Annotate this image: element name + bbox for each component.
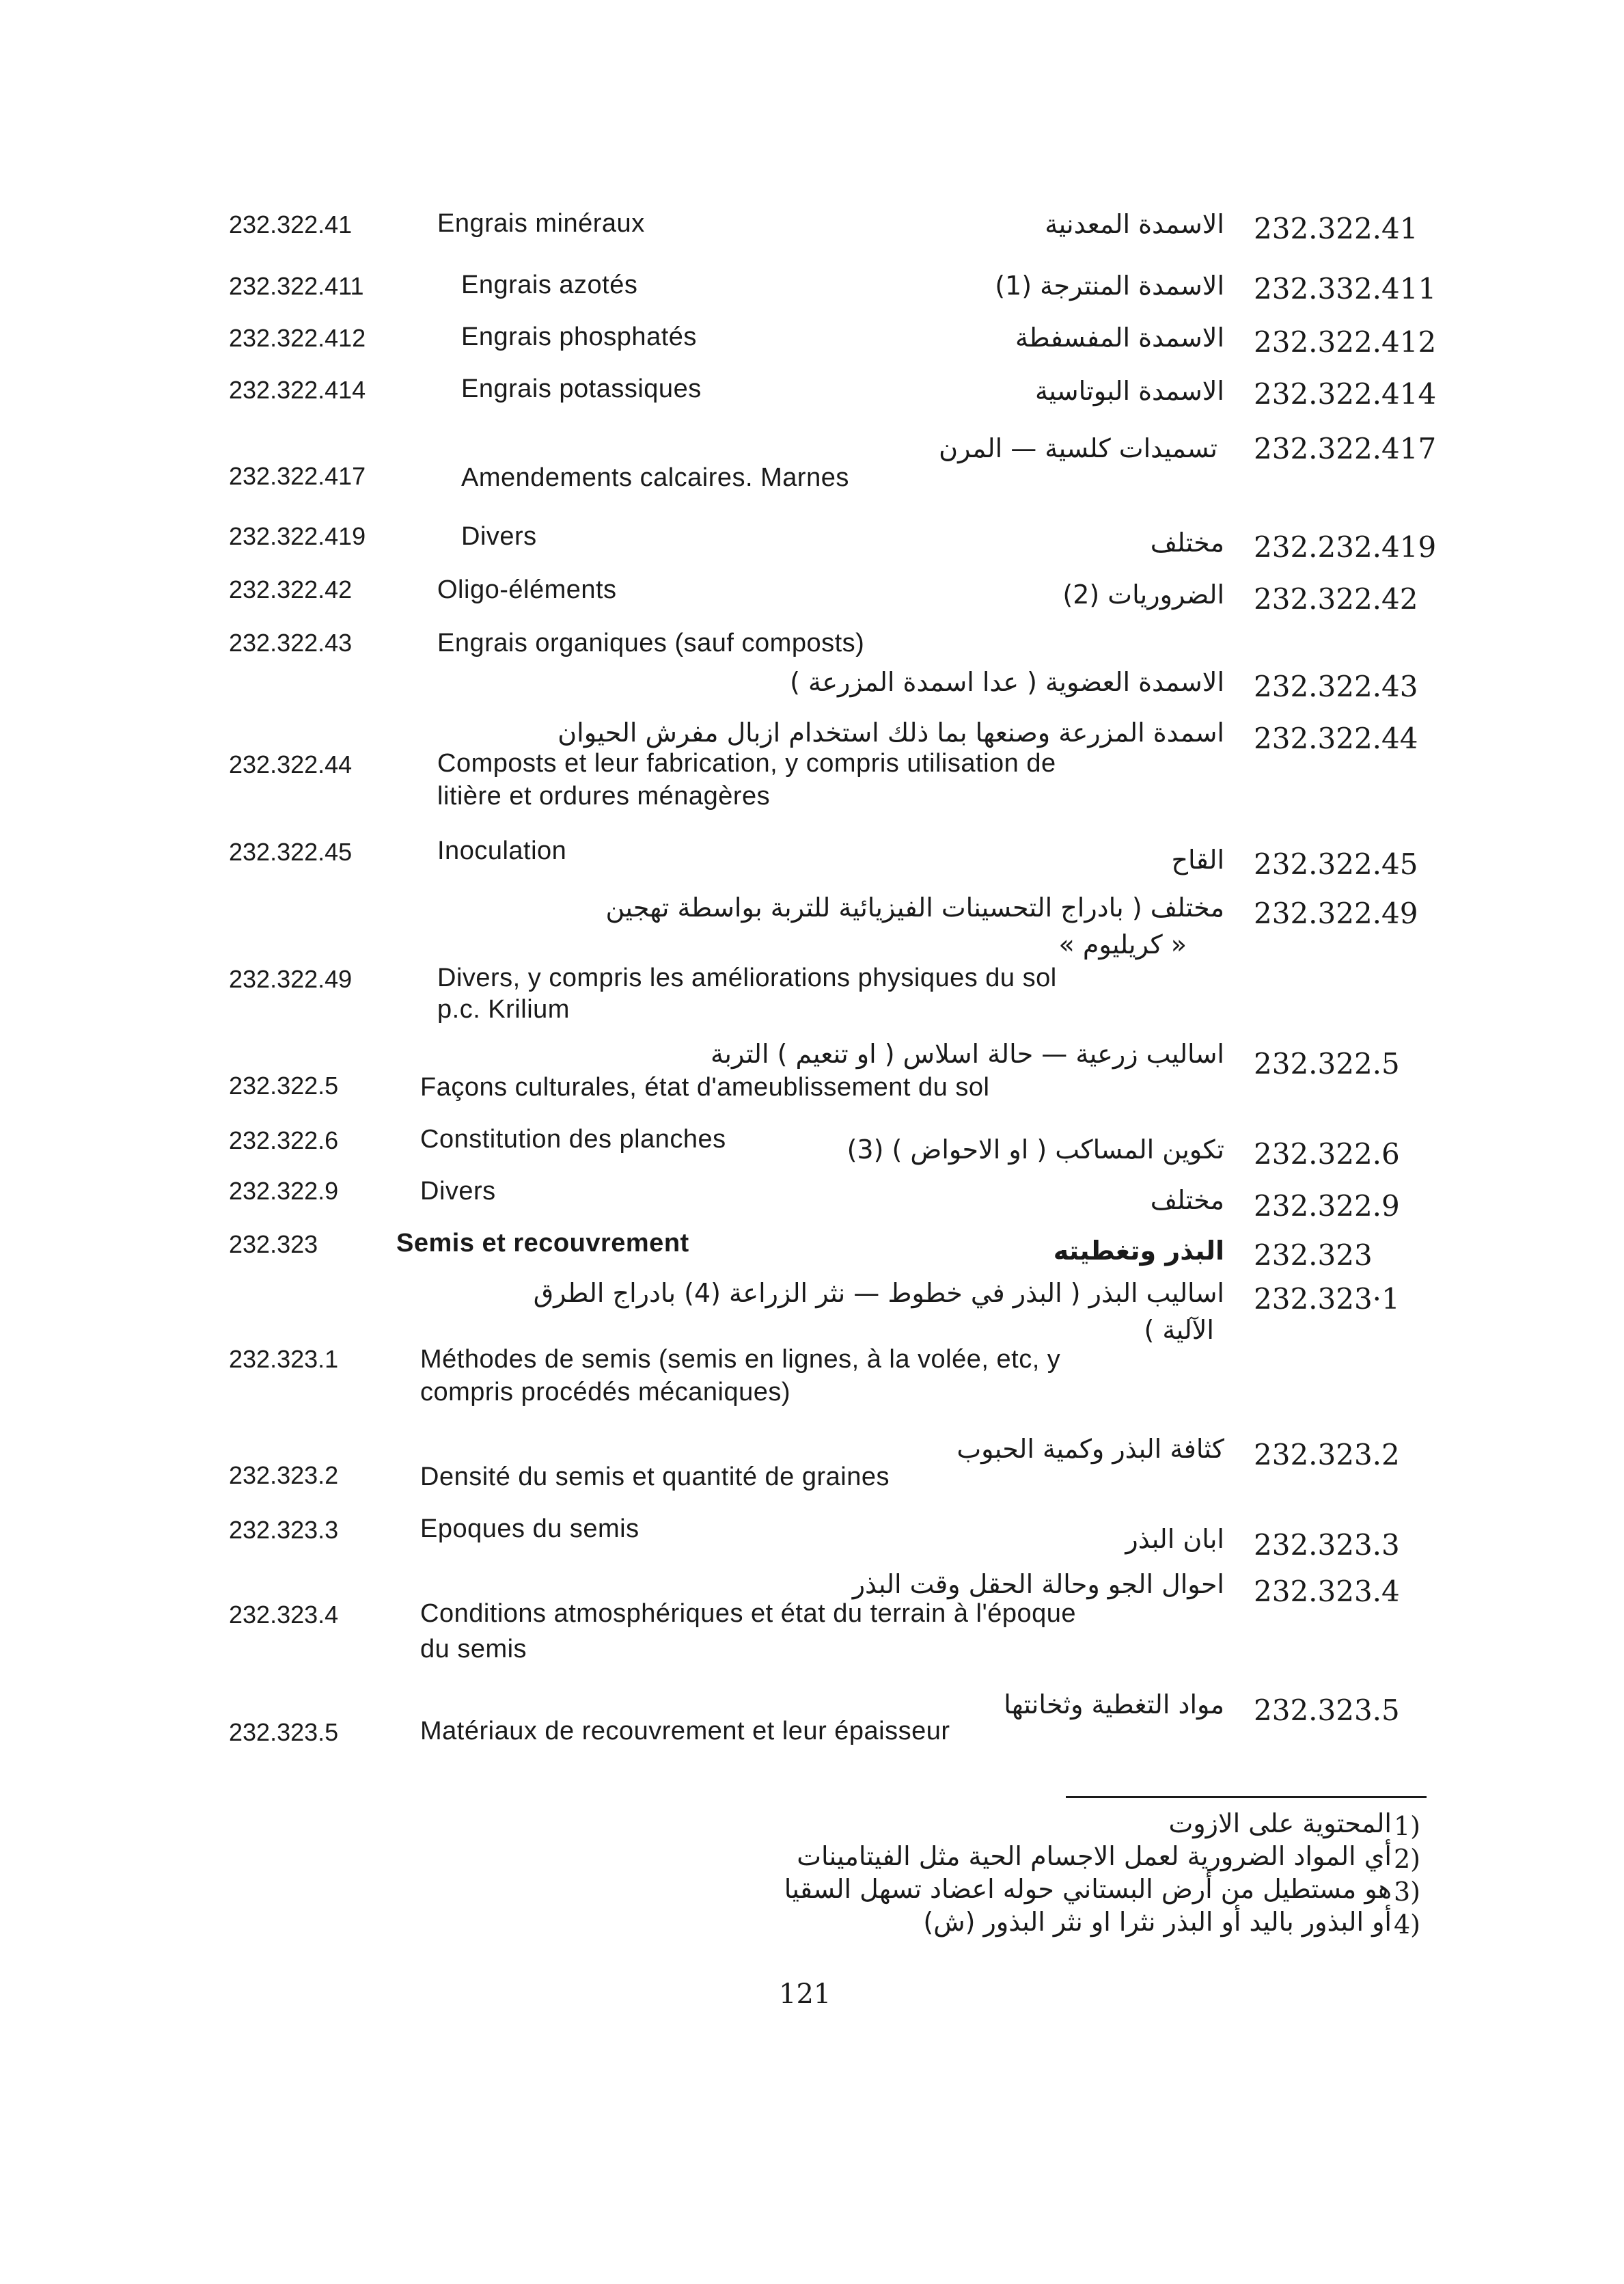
entry-code: 232.322.41 — [229, 210, 353, 239]
section-code: 232.323 — [229, 1230, 318, 1258]
entry-code: 232.322.419 — [229, 522, 366, 550]
entry-ar: الضروريات (2) — [1062, 580, 1224, 610]
entry-code: 232.322.9 — [229, 1177, 339, 1205]
entry-ar-code: 232.232.419 — [1254, 530, 1437, 564]
entry-ar-cont: الآلية ) — [1144, 1315, 1214, 1345]
entry-fr: Méthodes de semis (semis en lignes, à la volée, etc, y — [420, 1345, 1061, 1374]
entry-ar: احوال الجو وحالة الحقل وقت البذر — [852, 1569, 1224, 1599]
entry-ar: اساليب البذر ( البذر في خطوط — نثر الزراعة (4) بادراج الطرق — [533, 1278, 1224, 1308]
entry-ar: تسميدات كلسية — المرن — [939, 433, 1217, 463]
entry-ar: مواد التغطية وثخانتها — [1004, 1689, 1224, 1719]
footnote-text: أي المواد الضرورية لعمل الاجسام الحية مثل الفيتامينات — [797, 1841, 1392, 1871]
entry-code: 232.322.6 — [229, 1126, 339, 1154]
entry-fr: Densité du semis et quantité de graines — [420, 1463, 890, 1491]
entry-fr: Amendements calcaires. Marnes — [461, 463, 849, 492]
footnote-mark: 2) — [1394, 1844, 1421, 1874]
entry-ar: الاسمدة البوتاسية — [1034, 376, 1224, 406]
entry-ar-code: 232.322.6 — [1254, 1137, 1400, 1171]
entry-code: 232.322.411 — [229, 272, 364, 300]
entry-code: 232.322.417 — [229, 462, 366, 490]
entry-code: 232.322.42 — [229, 575, 353, 603]
entry-code: 232.322.43 — [229, 629, 353, 657]
entry-ar-cont: « كريليوم » — [1058, 929, 1187, 960]
footnote-text: هو مستطيل من أرض البستاني حوله اعضاد تسهل السقيا — [784, 1874, 1392, 1904]
entry-ar: الاسمدة المعدنية — [1045, 209, 1224, 239]
page-number: 121 — [779, 1979, 831, 2010]
entry-ar-code: 232.323.4 — [1254, 1575, 1400, 1608]
entry-ar-code: 232.322.412 — [1254, 325, 1437, 359]
entry-fr: Engrais minéraux — [437, 209, 645, 238]
entry-ar: الاسمدة المفسفطة — [1015, 323, 1224, 353]
entry-code: 232.322.49 — [229, 965, 353, 993]
section-title-ar: البذر وتغطيته — [1053, 1236, 1224, 1266]
entry-fr-cont: p.c. Krilium — [437, 995, 570, 1024]
entry-code: 232.322.412 — [229, 324, 366, 352]
entry-fr: Façons culturales, état d'ameublissement du sol — [420, 1073, 990, 1102]
footnote-mark: 4) — [1394, 1909, 1421, 1940]
entry-fr: Engrais phosphatés — [461, 323, 697, 351]
entry-fr: Divers — [461, 522, 537, 551]
entry-ar: مختلف ( بادراج التحسينات الفيزيائية للتربة بواسطة تهجين — [605, 893, 1224, 923]
entry-ar-code: 232.322.414 — [1254, 377, 1437, 411]
entry-ar-code: 232.322.44 — [1254, 722, 1418, 755]
entry-ar-code: 232.322.417 — [1254, 432, 1437, 465]
entry-fr: Engrais potassiques — [461, 375, 702, 403]
entry-ar: الاسمدة المنترجة (1) — [995, 271, 1224, 301]
entry-ar-code: 232.322.45 — [1254, 847, 1418, 881]
entry-code: 232.323.5 — [229, 1718, 339, 1746]
entry-ar: ابان البذر — [1125, 1524, 1224, 1554]
entry-ar: مختلف — [1150, 528, 1224, 558]
entry-ar: الاسمدة العضوية ( عدا اسمدة المزرعة ) — [790, 667, 1224, 697]
entry-fr: Conditions atmosphériques et état du terrain à l'époque — [420, 1599, 1077, 1628]
section-title-fr: Semis et recouvrement — [396, 1229, 689, 1257]
entry-ar: اسمدة المزرعة وصنعها بما ذلك استخدام ازبال مفرش الحيوان — [558, 718, 1224, 748]
entry-code: 232.323.1 — [229, 1345, 339, 1373]
entry-fr-cont: du semis — [420, 1635, 527, 1663]
footnote-text: المحتوية على الازوت — [1168, 1808, 1392, 1838]
entry-fr: Divers — [420, 1177, 496, 1206]
entry-ar-code: 232.322.43 — [1254, 670, 1418, 703]
entry-ar-code: 232.322.41 — [1254, 212, 1418, 245]
entry-ar-code: 232.322.49 — [1254, 897, 1418, 930]
entry-fr: Constitution des planches — [420, 1125, 726, 1154]
footnote-mark: 1) — [1394, 1811, 1421, 1841]
entry-code: 232.322.5 — [229, 1072, 339, 1100]
entry-fr-cont: compris procédés mécaniques) — [420, 1378, 791, 1406]
entry-code: 232.323.3 — [229, 1516, 339, 1544]
entry-fr: Engrais organiques (sauf composts) — [437, 629, 865, 657]
entry-fr: Epoques du semis — [420, 1514, 639, 1543]
entry-ar-code: 232.322.5 — [1254, 1047, 1400, 1080]
entry-ar-code: 232.322.42 — [1254, 582, 1418, 616]
entry-fr: Divers, y compris les améliorations physiques du sol — [437, 964, 1057, 992]
entry-code: 232.322.414 — [229, 376, 366, 404]
entry-code: 232.323.2 — [229, 1461, 339, 1489]
entry-ar: تكوين المساكب ( او الاحواض ) (3) — [847, 1134, 1224, 1165]
entry-fr: Oligo-éléments — [437, 575, 617, 604]
entry-code: 232.322.45 — [229, 838, 353, 866]
entry-ar: مختلف — [1150, 1185, 1224, 1215]
entry-code: 232.322.44 — [229, 750, 353, 778]
entry-ar-code: 232.323·1 — [1254, 1282, 1400, 1316]
entry-ar-code: 232.323.3 — [1254, 1528, 1400, 1562]
footnote-rule — [1066, 1796, 1427, 1798]
entry-ar: القاح — [1171, 845, 1224, 875]
entry-ar: اساليب زرعية — حالة اسلاس ( او تنعيم ) التربة — [711, 1039, 1224, 1069]
entry-fr-cont: litière et ordures ménagères — [437, 782, 771, 811]
entry-fr: Engrais azotés — [461, 271, 638, 299]
entry-fr: Inoculation — [437, 837, 567, 865]
entry-ar-code: 232.322.9 — [1254, 1189, 1400, 1223]
entry-ar-code: 232.332.411 — [1254, 272, 1437, 305]
entry-code: 232.323.4 — [229, 1601, 339, 1629]
entry-ar-code: 232.323.5 — [1254, 1694, 1400, 1727]
entry-fr: Matériaux de recouvrement et leur épaisseur — [420, 1717, 950, 1745]
footnote-mark: 3) — [1394, 1877, 1421, 1907]
section-ar-code: 232.323 — [1254, 1238, 1373, 1272]
entry-ar: كثافة البذر وكمية الحبوب — [956, 1434, 1224, 1464]
footnote-text: أو البذور باليد أو البذر نثرا او نثر البذور (ش) — [923, 1907, 1392, 1937]
entry-ar-code: 232.323.2 — [1254, 1438, 1400, 1471]
entry-fr: Composts et leur fabrication, y compris utilisation de — [437, 749, 1056, 778]
